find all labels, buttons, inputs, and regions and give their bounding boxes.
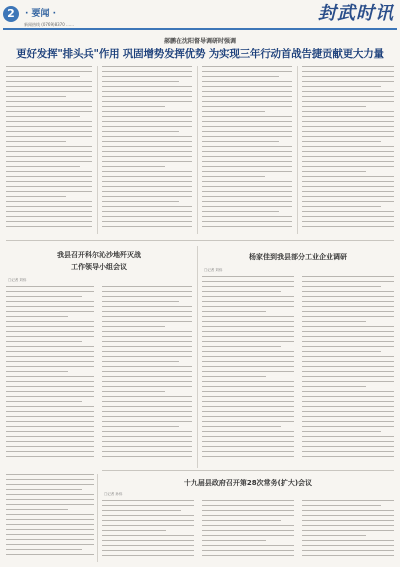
section-divider: [102, 470, 394, 471]
lead-column-3: [202, 66, 292, 234]
lead-column-4: [302, 66, 394, 234]
story-four-column-2: [102, 500, 194, 562]
story-three-byline: □记者 刘伟: [204, 268, 223, 272]
lead-kicker: 郝鹏在沈阳督导调研时强调: [163, 38, 236, 45]
section-label: · 要闻 ·: [25, 9, 57, 19]
story-two-column-1: [6, 286, 94, 466]
story-four-headline: 十九届县政府召开第28次常务(扩大)会议: [183, 479, 313, 487]
paper-title: 封武时讯: [318, 3, 394, 24]
column-divider: [297, 66, 298, 234]
story-four-column-3: [202, 500, 294, 562]
story-two-byline: □记者 刘伟: [8, 278, 27, 282]
column-divider: [97, 474, 98, 562]
story-two-headline: 我县召开科尔沁沙地歼灭战: [57, 251, 141, 259]
masthead: [0, 0, 400, 30]
page-number-badge: 2: [3, 6, 19, 22]
masthead-rule: [3, 28, 397, 30]
story-two-headline-line2: 工作领导小组会议: [71, 263, 127, 271]
date-line: 新闻热线 (0769)8370 ……: [24, 22, 75, 27]
lead-headline: 更好发挥"排头兵"作用 巩固增势发挥优势 为实现三年行动首战告捷贡献更大力量: [16, 48, 384, 60]
lead-column-1: [6, 66, 92, 234]
story-three-column-1: [202, 276, 294, 466]
section-divider: [6, 240, 394, 241]
story-four-byline: □记者 孙伟: [104, 492, 123, 496]
story-three-column-2: [302, 276, 394, 466]
column-divider: [97, 66, 98, 234]
story-three-headline: 杨家佳到我县部分工业企业调研: [249, 253, 347, 261]
column-divider: [197, 66, 198, 234]
story-two-column-2: [102, 286, 192, 466]
story-four-column-4: [302, 500, 394, 562]
story-four-column-1: [6, 474, 94, 562]
column-divider: [197, 246, 198, 468]
lead-column-2: [102, 66, 192, 234]
